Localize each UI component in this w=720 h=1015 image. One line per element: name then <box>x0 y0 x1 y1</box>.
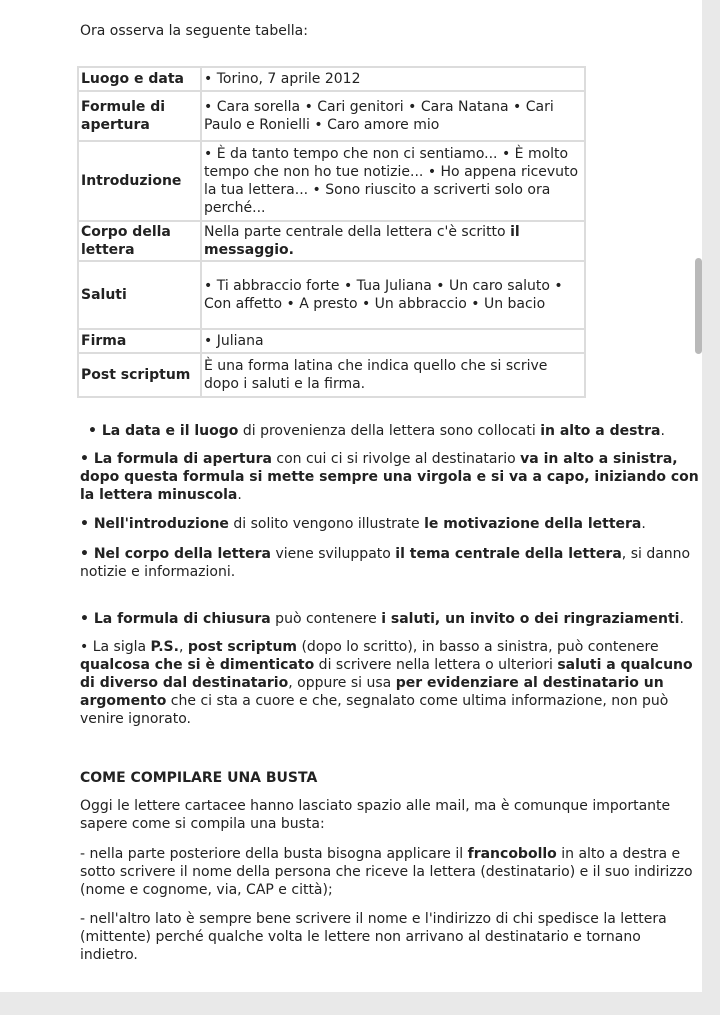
point-text: . <box>679 611 684 627</box>
point-body <box>80 545 700 581</box>
row-key: Introduzione <box>78 141 201 221</box>
point-bold: le motivazione della lettera <box>424 516 642 532</box>
point-text: con cui ci si rivolge al destinatario <box>271 451 521 467</box>
point-bold: va in alto a sinistra, dopo questa formula si mette sempre una virgola e si va a capo, iniziando con la lettera minuscola <box>80 451 699 503</box>
point-postscript <box>80 638 700 728</box>
point-text: . <box>237 487 242 503</box>
point-bold: • La formula di chiusura <box>80 611 271 627</box>
table-row <box>78 261 585 329</box>
point-bold: in alto a destra <box>540 423 661 439</box>
point-bold: • Nell'introduzione <box>80 516 229 532</box>
table-row <box>78 353 585 397</box>
row-value-bold: il messaggio. <box>204 224 520 258</box>
intro-text: Ora osserva la seguente tabella: <box>80 23 308 39</box>
row-value: • Torino, 7 aprile 2012 <box>201 67 585 91</box>
row-value-text: Nella parte centrale della lettera c'è scritto <box>204 224 506 240</box>
step-bold: francobollo <box>467 846 557 862</box>
point-text: che ci sta a cuore e che, segnalato come ultima informazione, non può venire ignorato. <box>80 693 669 727</box>
point-text: di provenienza della lettera sono collocati <box>238 423 541 439</box>
point-bold: per evidenziare al destinatario un argomento <box>80 675 664 709</box>
point-text: • La sigla <box>80 639 151 655</box>
row-value: • Ti abbraccio forte • Tua Juliana • Un caro saluto • Con affetto • A presto • Un abbraccio • Un bacio <box>201 261 585 329</box>
point-text: viene sviluppato <box>271 546 396 562</box>
point-bold: post scriptum <box>187 639 298 655</box>
point-date-place <box>88 422 700 440</box>
point-bold: • Nel corpo della lettera <box>80 546 272 562</box>
row-value: È una forma latina che indica quello che si scrive dopo i saluti e la firma. <box>201 353 585 397</box>
table-row <box>78 67 585 91</box>
point-bold: qualcosa che si è dimenticato <box>80 657 315 673</box>
row-key: Formule di apertura <box>78 91 201 141</box>
point-introduction <box>80 515 700 533</box>
table-row <box>78 329 585 353</box>
row-value: • Cara sorella • Cari genitori • Cara Natana • Cari Paulo e Ronielli • Caro amore mio <box>201 91 585 141</box>
point-bold: P.S. <box>150 639 179 655</box>
point-text: . <box>641 516 646 532</box>
point-text: può contenere <box>270 611 382 627</box>
row-value <box>201 221 585 261</box>
point-text: di scrivere nella lettera o ulteriori <box>314 657 558 673</box>
table-row <box>78 141 585 221</box>
row-key: Luogo e data <box>78 67 201 91</box>
envelope-intro: Oggi le lettere cartacee hanno lasciato spazio alle mail, ma è comunque importante sapere come si compila una busta: <box>80 798 671 832</box>
row-key: Corpo della lettera <box>78 221 201 261</box>
section-heading: COME COMPILARE UNA BUSTA <box>80 770 318 786</box>
row-key: Firma <box>78 329 201 353</box>
point-opening-formula <box>80 450 700 504</box>
point-text: di solito vengono illustrate <box>228 516 425 532</box>
step-text: in alto a destra e sotto scrivere il nome della persona che riceve la lettera (destinatario) e il suo indirizzo (nome e cognome, via, CAP e città); <box>80 846 693 898</box>
table-row <box>78 91 585 141</box>
letter-structure-table <box>77 66 586 398</box>
point-bold: • La formula di apertura <box>80 451 272 467</box>
envelope-step-back <box>80 845 700 899</box>
row-value: • Juliana <box>201 329 585 353</box>
row-value: • È da tanto tempo che non ci sentiamo... • È molto tempo che non ho tue notizie... • Ho appena ricevuto la tua lettera... • Sono riuscito a scriverti solo ora perché... <box>201 141 585 221</box>
scrollbar-thumb[interactable] <box>695 258 702 354</box>
step-text: - nella parte posteriore della busta bisogna applicare il <box>80 846 468 862</box>
point-bold: saluti a qualcuno di diverso dal destinatario <box>80 657 693 691</box>
point-text: , si danno notizie e informazioni. <box>80 546 691 580</box>
point-text: , oppure si usa <box>288 675 396 691</box>
envelope-step-front: - nell'altro lato è sempre bene scrivere il nome e l'indirizzo di chi spedisce la lettera (mittente) perché qualche volta le lettere non arrivano al destinatario e tornano indietro. <box>80 911 667 963</box>
point-bold: il tema centrale della lettera <box>395 546 622 562</box>
row-key: Saluti <box>78 261 201 329</box>
row-key: Post scriptum <box>78 353 201 397</box>
point-text: (dopo lo scritto), in basso a sinistra, può contenere <box>297 639 659 655</box>
point-closing-formula <box>80 610 700 628</box>
table-row <box>78 221 585 261</box>
point-text: , <box>178 639 188 655</box>
point-bold: i saluti, un invito o dei ringraziamenti <box>381 611 680 627</box>
point-bold: • La data e il luogo <box>88 423 239 439</box>
point-text: . <box>660 423 665 439</box>
